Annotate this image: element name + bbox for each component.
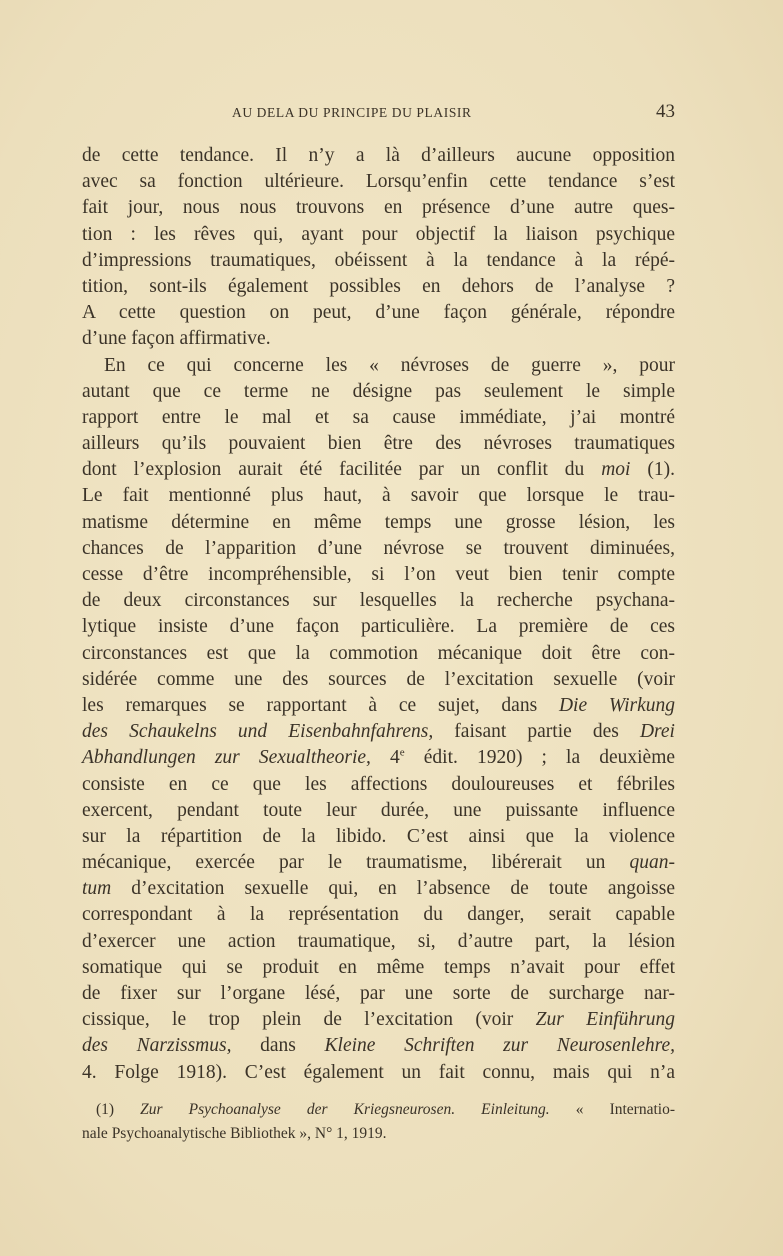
text-segment: A cette question on peut, d’une façon générale, répondre [82,302,675,324]
text-segment: nale Psychoanalytische Bibliothek », N° 1, 1919. [82,1125,387,1142]
text-line [82,457,675,483]
text-segment: édit. 1920) ; la deuxième [404,747,676,769]
text-segment: avec sa fonction ultérieure. Lorsqu’enfin cette tendance s’est [82,171,675,193]
text-segment: (1) [96,1101,141,1118]
italic-text: moi [601,459,631,481]
text-segment: 4. Folge 1918). C’est également un fait connu, mais qui n’a [82,1061,675,1083]
text-line [82,431,675,457]
text-line [82,981,675,1007]
text-segment: d’excitation sexuelle qui, en l’absence de toute angoisse [111,878,675,900]
text-line [82,929,675,955]
text-line [82,143,675,169]
text-segment: « Internatio- [549,1101,675,1118]
text-line [82,510,675,536]
text-segment: cesse d’être incompréhensible, si l’on veut bien tenir compte [82,564,675,585]
text-segment: exercent, pendant toute leur durée, une puissante influence [82,799,675,821]
text-line [82,353,675,379]
page-number: 43 [656,101,675,122]
italic-text: quan- [629,852,675,874]
text-segment: dont l’explosion aurait été facilitée par un conflit du [82,459,602,481]
superscript-text: e [399,746,405,759]
text-line [82,379,675,405]
italic-text: Die Wirkung [558,694,675,716]
italic-text: Kleine Schriften zur Neurosenlehre, [324,1035,675,1057]
footnotes [82,1098,675,1146]
text-segment: Le fait mentionné plus haut, à savoir que lorsque le trau- [82,485,675,507]
text-line [82,850,675,876]
text-segment: d’impressions traumatiques, obéissent à la tendance à la répé- [82,249,675,271]
text-segment: chances de l’apparition d’une névrose se trouvent diminuées, [82,537,675,559]
text-line [82,798,675,824]
text-line [82,667,675,693]
text-segment: consiste en ce que les affections douloureuses et fébriles [82,773,675,795]
italic-text: des Narzissmus, [82,1035,232,1057]
text-line [82,1033,675,1059]
text-segment: ailleurs qu’ils pouvaient bien être des névroses traumatiques [82,433,675,455]
text-segment: d’une façon affirmative. [82,328,271,350]
text-line [82,326,675,352]
text-line [82,641,675,667]
text-segment: sur la répartition de la libido. C’est ainsi que la violence [82,825,675,847]
text-line [82,536,675,562]
text-segment: somatique qui se produit en même temps n’avait pour effet [82,956,675,978]
text-segment: tion : les rêves qui, ayant pour objectif la liaison psychique [82,223,675,245]
footnote-line [82,1098,675,1122]
body-text [82,143,675,1086]
text-line [82,719,675,745]
text-segment: dans [231,1035,325,1057]
text-line [82,876,675,902]
text-line [82,588,675,614]
running-title: AU DELA DU PRINCIPE DU PLAISIR [232,105,472,120]
text-segment: autant que ce terme ne désigne pas seulement le simple [82,380,675,402]
text-segment: tition, sont-ils également possibles en dehors de l’analyse ? [82,275,675,297]
text-line [82,248,675,274]
footnote-line [82,1122,675,1146]
text-segment: matisme détermine en même temps une grosse lésion, les [82,511,675,533]
text-segment: correspondant à la représentation du danger, serait capable [82,904,675,926]
text-line [82,483,675,509]
text-line [82,902,675,928]
text-segment: d’exercer une action traumatique, si, d’autre part, la lésion [82,930,675,952]
text-line [82,195,675,221]
italic-text: tum [82,878,112,900]
text-segment: circonstances est que la commotion mécanique doit être con- [82,642,675,664]
page-header [82,101,675,125]
text-line [82,1060,675,1086]
text-line [82,405,675,431]
italic-text: Zur Einführung [535,1009,675,1031]
text-line [82,222,675,248]
text-line [82,693,675,719]
text-line [82,955,675,981]
text-line [82,614,675,640]
text-segment: de fixer sur l’organe lésé, par une sorte de surcharge nar- [82,983,675,1004]
italic-text: des Schaukelns und Eisenbahnfahrens, [82,721,434,743]
text-line [82,274,675,300]
text-segment: sidérée comme une des sources de l’excitation sexuelle (voir [82,668,675,690]
text-segment: faisant partie des [433,721,640,743]
text-line [82,1007,675,1033]
text-segment: (1). [630,459,675,481]
text-line [82,745,675,771]
text-segment: cissique, le trop plein de l’excitation (voir [82,1009,536,1031]
text-segment: les remarques se rapportant à ce sujet, dans [82,694,559,716]
italic-text: Drei [639,721,675,743]
text-line [82,169,675,195]
text-line [82,824,675,850]
text-line [82,562,675,588]
text-line [82,300,675,326]
text-segment: lytique insiste d’une façon particulière. La première de ces [82,616,675,638]
text-segment: fait jour, nous nous trouvons en présence d’une autre ques- [82,197,675,219]
text-line [82,772,675,798]
text-segment: mécanique, exercée par le traumatisme, libérerait un [82,852,630,874]
italic-text: Zur Psychoanalyse der Kriegsneurosen. Einleitung. [140,1101,550,1118]
text-segment: de deux circonstances sur lesquelles la recherche psychana- [82,590,675,612]
text-segment: En ce qui concerne les « névroses de guerre », pour [104,354,675,376]
text-segment: de cette tendance. Il n’y a là d’ailleurs aucune opposition [82,145,675,166]
text-segment: rapport entre le mal et sa cause immédiate, j’ai montré [82,406,675,428]
text-segment: 4 [370,747,400,769]
italic-text: Abhandlungen zur Sexualtheorie, [82,747,371,769]
